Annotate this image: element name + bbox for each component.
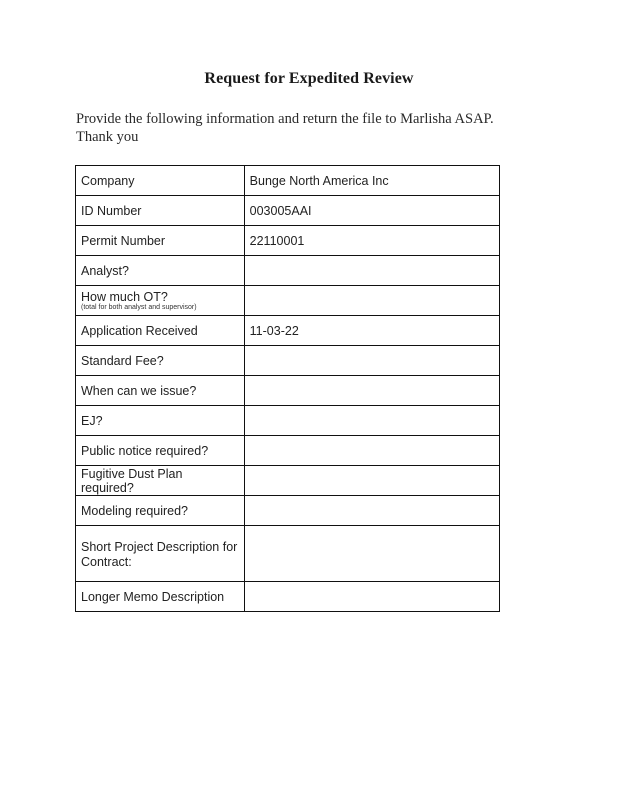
- row-longer-memo: [76, 582, 500, 612]
- overtime-label: How much OT?: [81, 289, 168, 304]
- longer-memo-label: Longer Memo Description: [76, 582, 245, 612]
- short-description-label-cell: [76, 526, 245, 582]
- row-public-notice: [76, 436, 500, 466]
- row-standard-fee: [76, 346, 500, 376]
- row-permit-number: [76, 226, 500, 256]
- row-fugitive-dust: [76, 466, 500, 496]
- row-modeling: [76, 496, 500, 526]
- row-when-issue: [76, 376, 500, 406]
- when-issue-label: When can we issue?: [76, 376, 245, 406]
- row-short-description: [76, 526, 500, 582]
- id-number-value[interactable]: 003005AAI: [244, 196, 499, 226]
- permit-number-value[interactable]: 22110001: [244, 226, 499, 256]
- company-label: Company: [76, 166, 245, 196]
- application-received-label: Application Received: [76, 316, 245, 346]
- application-received-value[interactable]: 11-03-22: [244, 316, 499, 346]
- short-description-value[interactable]: [244, 526, 499, 582]
- page-title: Request for Expedited Review: [204, 70, 414, 87]
- short-description-label: Short Project Description for Contract:: [81, 539, 238, 569]
- row-application-received: [76, 316, 500, 346]
- fugitive-dust-label: Fugitive Dust Plan required?: [76, 466, 245, 496]
- instructions: [76, 110, 536, 146]
- modeling-label: Modeling required?: [76, 496, 245, 526]
- public-notice-label: Public notice required?: [76, 436, 245, 466]
- analyst-label: Analyst?: [76, 256, 245, 286]
- standard-fee-label: Standard Fee?: [76, 346, 245, 376]
- row-ej: [76, 406, 500, 436]
- modeling-value[interactable]: [244, 496, 499, 526]
- instructions-line-1: Provide the following information and return the file to Marlisha ASAP.: [76, 111, 494, 127]
- instructions-line-2: Thank you: [76, 129, 139, 145]
- permit-number-label: Permit Number: [76, 226, 245, 256]
- ej-value[interactable]: [244, 406, 499, 436]
- longer-memo-value[interactable]: [244, 582, 499, 612]
- overtime-note: (total for both analyst and supervisor): [81, 303, 197, 311]
- review-form-table: [75, 165, 500, 612]
- when-issue-value[interactable]: [244, 376, 499, 406]
- standard-fee-value[interactable]: [244, 346, 499, 376]
- row-overtime: [76, 286, 500, 316]
- row-analyst: [76, 256, 500, 286]
- overtime-value[interactable]: [244, 286, 499, 316]
- row-company: [76, 166, 500, 196]
- ej-label: EJ?: [76, 406, 245, 436]
- public-notice-value[interactable]: [244, 436, 499, 466]
- overtime-label-cell: [76, 286, 245, 316]
- analyst-value[interactable]: [244, 256, 499, 286]
- company-value[interactable]: Bunge North America Inc: [244, 166, 499, 196]
- row-id-number: [76, 196, 500, 226]
- fugitive-dust-value[interactable]: [244, 466, 499, 496]
- id-number-label: ID Number: [76, 196, 245, 226]
